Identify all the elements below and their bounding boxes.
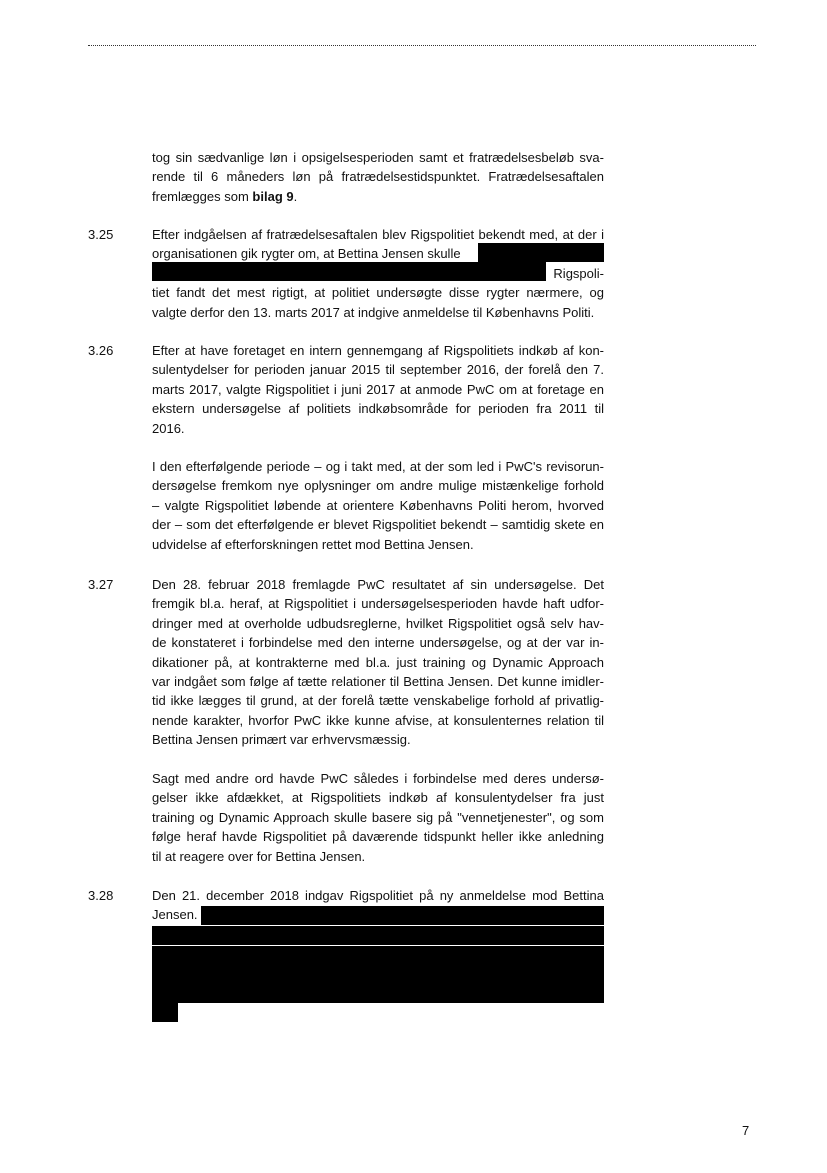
text-line: ekstern undersøgelse af politiets indkøbsområde for perioden fra 2011 til [152,401,604,417]
text-line: training og Dynamic Approach skulle basere sig på "vennetjenester", og som [152,809,604,825]
text-line: fremgik bl.a. heraf, at Rigspolitiet i undersøgelsesperioden havde haft udfor- [152,596,604,612]
paragraph-number: 3.28 [88,888,114,903]
text-line: dersøgelse fremkom nye oplysninger om andre mulige mistænkelige forhold [152,478,604,494]
text-line: valgte derfor den 13. marts 2017 at indgive anmeldelse til Københavns Politi. [152,304,595,320]
text-line: de konstateret i forbindelse med den interne undersøgelse, og at der var in- [152,635,604,651]
text-line: følge heraf havde Rigspolitiet på daværende tidspunkt heller ikke anledning [152,829,604,845]
text-line: Bettina Jensen primært var erhvervsmæssig. [152,732,411,748]
text-line: Efter indgåelsen af fratrædelsesaftalen blev Rigspolitiet bekendt med, at der i [152,227,604,242]
redaction-bar [201,906,604,925]
text-line [152,187,604,206]
text-line: Efter at have foretaget en intern gennemgang af Rigspolitiets indkøb af kon- [152,343,604,358]
text-line: dikationer på, at kontrakterne med bl.a. just training og Dynamic Approach [152,654,604,670]
text-line: gelser ikke afdækket, at Rigspolitiets indkøb af konsulentydelser fra just [152,790,604,806]
paragraph-number: 3.25 [88,227,114,242]
paragraph-3-27 [152,575,604,750]
text-line: Den 21. december 2018 indgav Rigspolitiet på ny anmeldelse mod Bettina [152,888,604,903]
paragraph-3-26-continued [152,457,604,554]
text-line: Jensen. [152,907,198,923]
redaction-bar [152,1003,178,1022]
redaction-bar [152,984,604,1003]
redaction-bar [152,262,546,281]
text-line: udvidelse af efterforskningen rettet mod Bettina Jensen. [152,536,474,552]
text-line: Rigspoli- [553,265,604,281]
text-line: tid ikke lægges til grund, at der forelå tætte venskabelige forhold af privatlig- [152,693,604,709]
exhibit-reference: bilag 9 [252,188,294,204]
header-dotted-rule [88,45,756,46]
text-fragment: fremlægges som [152,188,253,204]
text-line: var indgået som følge af tætte relationer til Bettina Jensen. Det kunne imidler- [152,674,604,690]
continuation-paragraph [152,148,604,206]
paragraph-number: 3.26 [88,343,114,358]
text-fragment: . [293,188,298,204]
text-line: marts 2017, valgte Rigspolitiet i juni 2017 at anmode PwC om at foretage en [152,381,604,397]
text-line: organisationen gik rygter om, at Bettina Jensen skulle [152,246,461,262]
text-line: Sagt med andre ord havde PwC således i forbindelse med deres undersø- [152,771,604,786]
text-line: tog sin sædvanlige løn i opsigelsesperioden samt et fratrædelsesbeløb sva- [152,150,604,165]
text-line: til at reagere over for Bettina Jensen. [152,848,366,864]
text-line: I den efterfølgende periode – og i takt med, at der som led i PwC's revisorun- [152,459,604,474]
text-line: – valgte Rigspolitiet løbende at orientere Københavns Politi herom, hvorved [152,497,604,513]
text-line: der – som det efterfølgende er blevet Rigspolitiet bekendt – samtidig skete en [152,517,604,533]
redaction-bar [152,946,604,965]
paragraph-number: 3.27 [88,577,114,592]
redaction-bar [152,965,604,984]
text-line: dringer med at overholde udbudsreglerne, hvilket Rigspolitiet også selv hav- [152,615,604,631]
paragraph-3-27-continued [152,769,604,866]
text-line: Den 28. februar 2018 fremlagde PwC resultatet af sin undersøgelse. Det [152,577,604,592]
page-number: 7 [742,1123,750,1138]
redaction-bar [152,926,604,945]
text-line: sulentydelser for perioden januar 2015 til september 2016, der forelå den 7. [152,362,604,378]
text-line: 2016. [152,420,185,436]
text-line: tiet fandt det mest rigtigt, at politiet undersøgte disse rygter nærmere, og [152,285,604,301]
text-line: nende karakter, hvorfor PwC ikke kunne afvise, at konsulenternes relation til [152,712,604,728]
text-line: rende til 6 måneders løn på fratrædelsestidspunktet. Fratrædelsesaftalen [152,169,604,185]
redaction-bar [478,243,604,262]
paragraph-3-26 [152,341,604,438]
